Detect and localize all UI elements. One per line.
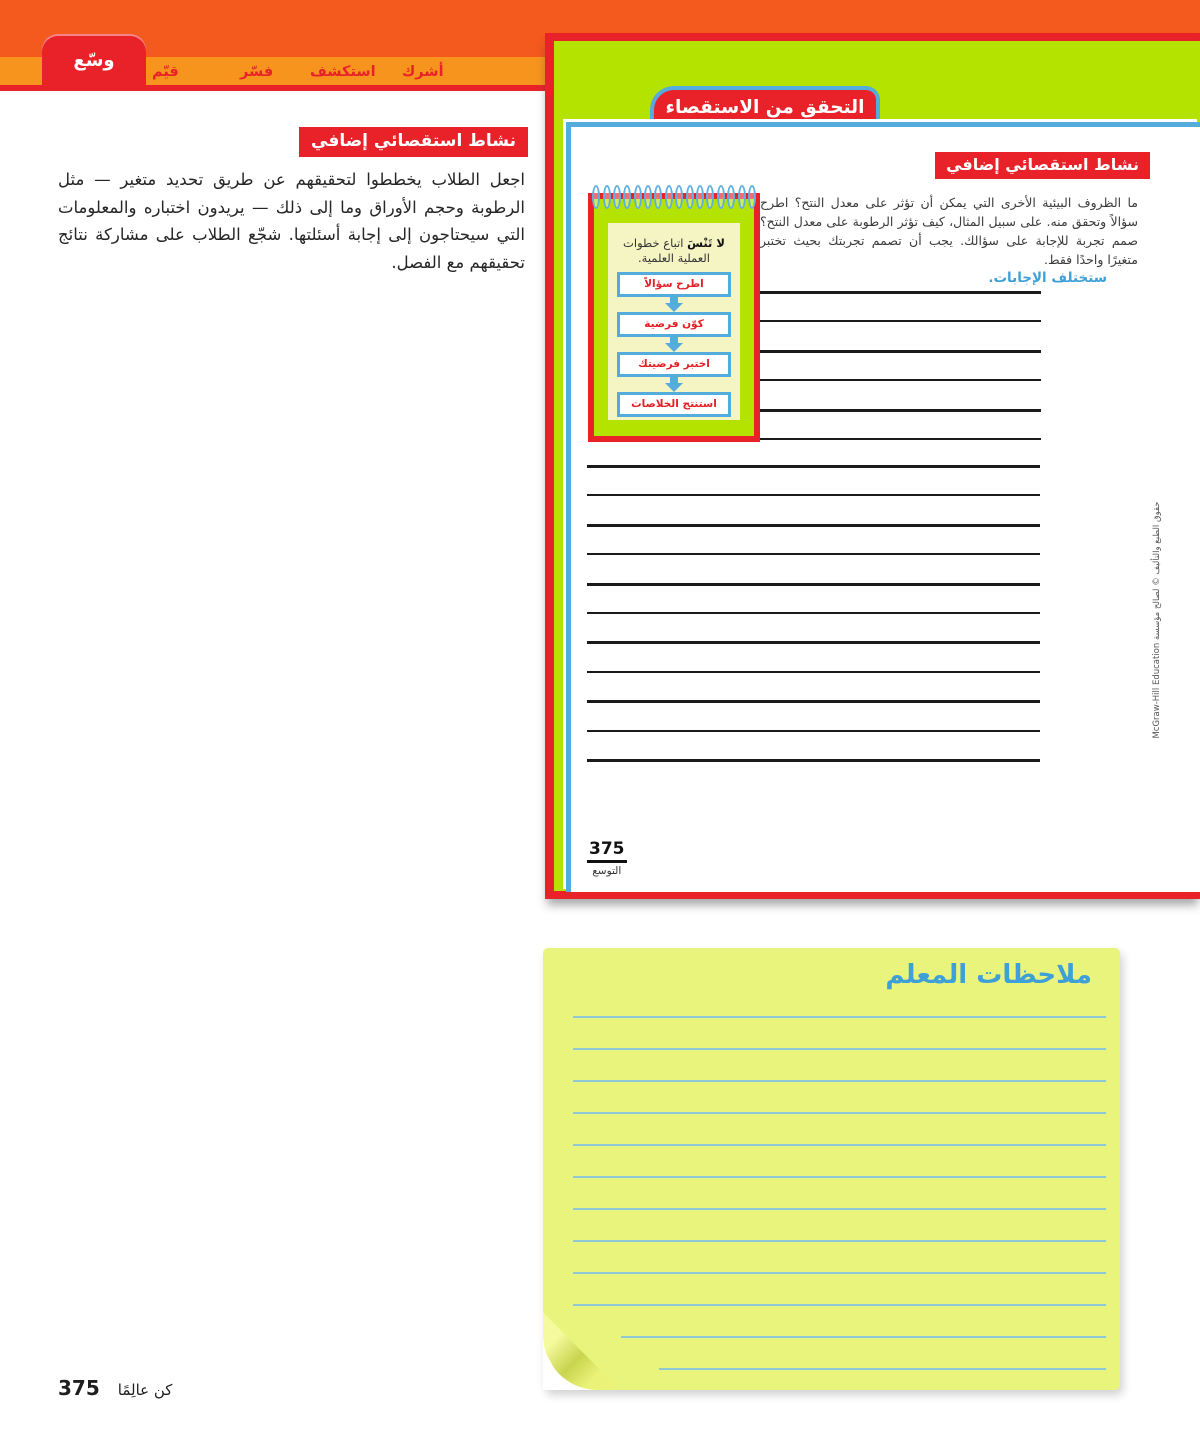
answer-line (587, 612, 1040, 614)
answer-line (587, 494, 1040, 496)
inquiry-check-tab (650, 86, 880, 127)
answer-line (587, 671, 1040, 673)
teacher-notes-title: ملاحظات المعلم (885, 960, 1092, 990)
long-answer-lines (587, 465, 1040, 788)
spiral-coil-icon (644, 185, 652, 209)
spiral-coil-icon (603, 185, 611, 209)
tab-engage: أشرك (402, 64, 444, 80)
teacher-note-line (573, 1240, 1106, 1242)
teacher-notes-sticky (543, 948, 1120, 1390)
spiral-coil-icon (675, 185, 683, 209)
answer-line (745, 291, 1041, 294)
teacher-note-line (573, 1304, 1106, 1306)
answer-line (587, 583, 1040, 586)
down-arrow-icon (608, 377, 740, 392)
inquiry-check-tab-label: التحقق من الاستقصاء (665, 97, 865, 118)
tab-explore: استكشف (310, 64, 376, 80)
spiral-coil-icon (748, 185, 756, 209)
footer-book-title: كن عالِمًا (117, 1381, 173, 1399)
notepad-inner-panel (608, 223, 740, 420)
page-footer (58, 1376, 172, 1400)
left-activity-badge: نشاط استقصائي إضافي (299, 127, 528, 157)
spiral-coil-icon (613, 185, 621, 209)
answer-line (587, 553, 1040, 555)
teacher-note-line (659, 1368, 1106, 1370)
teacher-note-line (621, 1336, 1106, 1338)
teacher-notes-lines (573, 1016, 1106, 1400)
worksheet-page-number (587, 839, 627, 877)
teacher-note-line (573, 1208, 1106, 1210)
notepad-reminder-bold: لا تَنْسَ (687, 236, 725, 250)
teacher-note-line (573, 1176, 1106, 1178)
teacher-note-line (573, 1016, 1106, 1018)
teacher-note-line (573, 1144, 1106, 1146)
student-worksheet (566, 122, 1200, 892)
spiral-coil-icon (706, 185, 714, 209)
tab-extend-label: وسّع (73, 50, 115, 71)
flow-step-draw-conclusions: استنتج الخلاصات (617, 392, 731, 417)
spiral-coil-icon (686, 185, 694, 209)
notepad-reminder-rest: اتباع خطوات العملية العلمية. (623, 236, 710, 265)
spiral-coil-icon (592, 185, 600, 209)
spiral-coil-icon (634, 185, 642, 209)
answer-line (587, 524, 1040, 527)
answer-line (745, 320, 1041, 322)
worksheet-page-number-value: 375 (587, 839, 627, 863)
spiral-binding (592, 185, 756, 211)
spiral-coil-icon (654, 185, 662, 209)
tab-explain: فسّر (240, 64, 274, 80)
answer-line (587, 641, 1040, 644)
left-activity-paragraph: اجعل الطلاب يخططوا لتحقيقهم عن طريق تحديد متغير — مثل الرطوبة وحجم الأوراق وما إلى ذلك — يريدون اختباره والمعلومات التي سيحتاجون إلى إجابة أسئلتها. شجّع الطلاب على مشاركة نتائج تحقيقهم مع الفصل. (58, 170, 525, 272)
spiral-coil-icon (696, 185, 704, 209)
answer-line (587, 465, 1040, 468)
footer-page-number: 375 (58, 1376, 100, 1400)
flow-step-form-hypothesis: كوّن فرضية (617, 312, 731, 337)
down-arrow-icon (608, 337, 740, 352)
answer-key-note: ستختلف الإجابات. (988, 270, 1107, 286)
answer-line (745, 350, 1041, 353)
spiral-coil-icon (665, 185, 673, 209)
answer-line (745, 379, 1041, 381)
answer-line (745, 409, 1041, 412)
flow-step-ask-question: اطرح سؤالاً (617, 272, 731, 297)
flowchart (608, 272, 740, 417)
answer-line (745, 438, 1041, 440)
flow-step-test-hypothesis: اختبر فرضيتك (617, 352, 731, 377)
worksheet-section-label: التوسع (592, 865, 622, 877)
teacher-note-line (573, 1272, 1106, 1274)
spiral-coil-icon (727, 185, 735, 209)
scientific-method-notepad (588, 193, 760, 442)
teacher-note-line (573, 1048, 1106, 1050)
answer-line (587, 759, 1040, 762)
teacher-note-line (573, 1080, 1106, 1082)
teacher-note-line (573, 1112, 1106, 1114)
worksheet-question-paragraph: ما الظروف البيئية الأخرى التي يمكن أن تؤثر على معدل النتح؟ اطرح سؤالاً وتحقق منه. على سبيل المثال، كيف تؤثر الرطوبة على معدل النتح؟ صمم تجربة للإجابة على سؤالك. يجب أن تصمم تجربتك بحيث تختبر متغيرًا واحدًا فقط. (760, 195, 1138, 267)
answer-line (587, 700, 1040, 703)
notepad-reminder (614, 236, 734, 266)
spiral-coil-icon (623, 185, 631, 209)
tab-evaluate: قيّم (152, 64, 179, 80)
worksheet-activity-badge: نشاط استقصائي إضافي (935, 152, 1150, 179)
answer-line (587, 730, 1040, 732)
spiral-coil-icon (717, 185, 725, 209)
down-arrow-icon (608, 297, 740, 312)
copyright-vertical-text: حقوق الطبع والتأليف © لصالح مؤسسة McGraw-Hill Education (1152, 501, 1162, 739)
tab-extend-active (42, 34, 146, 91)
spiral-coil-icon (738, 185, 746, 209)
short-answer-lines (745, 291, 1041, 467)
